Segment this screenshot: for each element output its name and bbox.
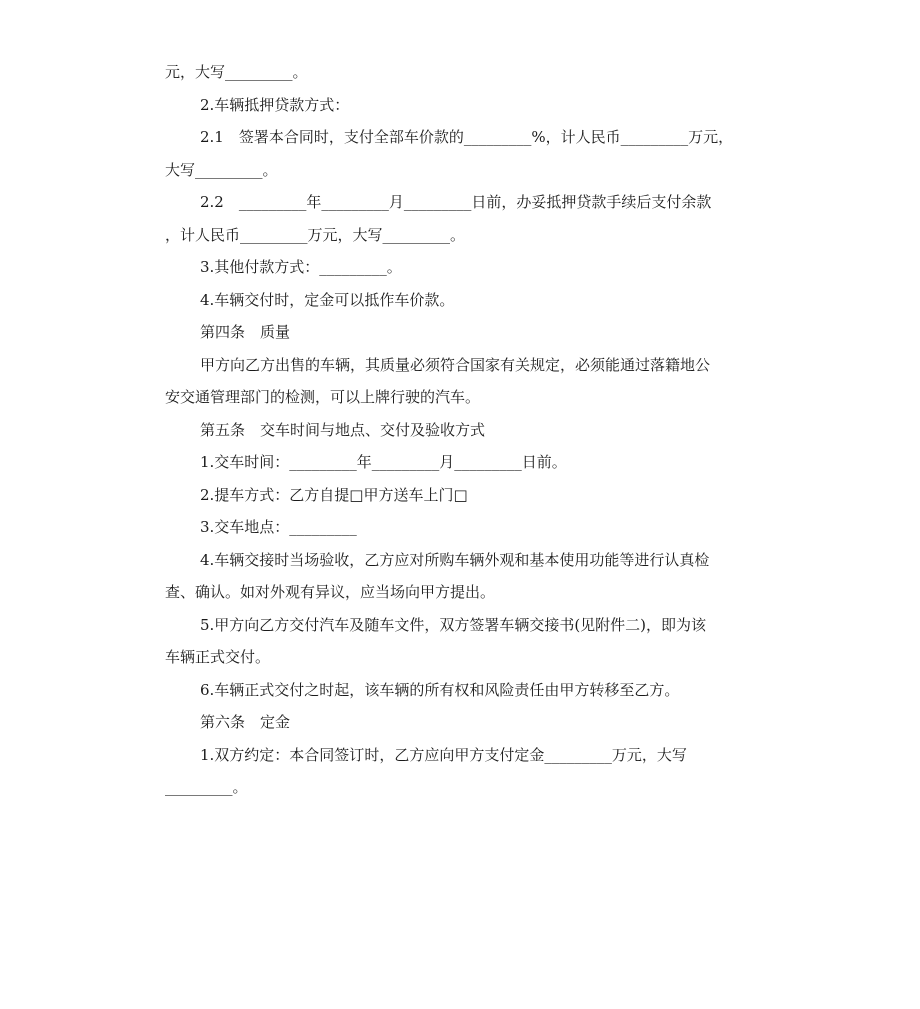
contract-text [165, 56, 760, 804]
text-line: 6.车辆正式交付之时起，该车辆的所有权和风险责任由甲方转移至乙方。 [200, 680, 680, 699]
text-line: 2.车辆抵押贷款方式： [200, 95, 350, 114]
text-line: _________。 [165, 778, 248, 796]
text-line: 2.1 签署本合同时，支付全部车价款的_________%，计人民币_________万元， [200, 128, 734, 146]
text-line: 大写_________。 [165, 160, 278, 179]
text-line: 4.车辆交接时当场验收，乙方应对所购车辆外观和基本使用功能等进行认真检 [200, 550, 710, 569]
section-heading: 第六条 定金 [200, 713, 291, 731]
text-line: 甲方向乙方出售的车辆，其质量必须符合国家有关规定，必须能通过落籍地公 [200, 355, 711, 374]
text-line: 1.交车时间：_________年_________月_________日前。 [200, 453, 567, 471]
text-line: 安交通管理部门的检测，可以上牌行驶的汽车。 [165, 388, 481, 406]
text-line: 3.交车地点：_________ [200, 518, 357, 536]
section-heading: 第四条 质量 [200, 323, 291, 341]
text-line: 车辆正式交付。 [165, 648, 271, 666]
section-heading: 第五条 交车时间与地点、交付及验收方式 [200, 420, 486, 439]
text-line: 元，大写_________。 [165, 63, 308, 81]
text-line: 2.提车方式：乙方自提□甲方送车上门□ [200, 485, 468, 504]
text-line: 4.车辆交付时，定金可以抵作车价款。 [200, 290, 455, 309]
text-line: 3.其他付款方式：_________。 [200, 258, 402, 276]
text-line: 5.甲方向乙方交付汽车及随车文件，双方签署车辆交接书(见附件二)，即为该 [200, 615, 707, 634]
text-line: 1.双方约定：本合同签订时，乙方应向甲方支付定金_________万元，大写 [200, 745, 687, 764]
text-line: 查、确认。如对外观有异议，应当场向甲方提出。 [165, 583, 496, 601]
text-line: 2.2 _________年_________月_________日前，办妥抵押贷款手续后支付余款 [200, 193, 712, 211]
text-line: ，计人民币_________万元，大写_________。 [165, 225, 466, 244]
